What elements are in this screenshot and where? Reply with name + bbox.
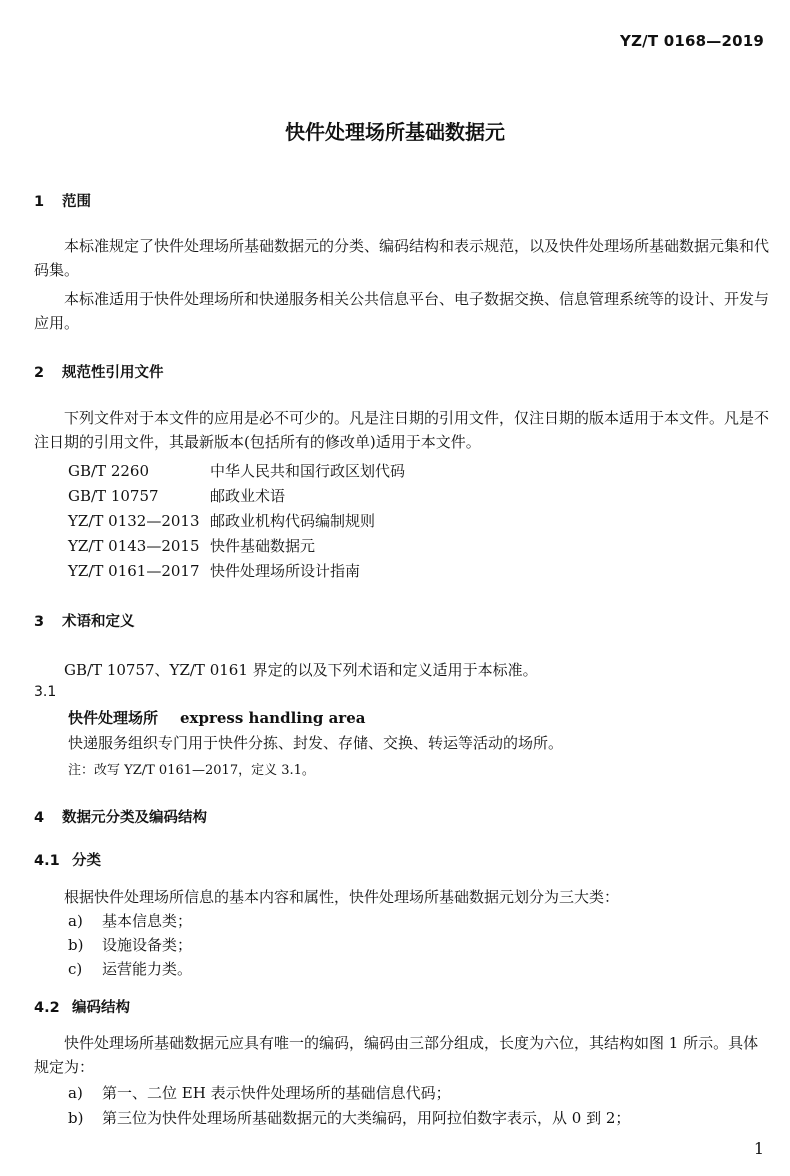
list-marker: a) xyxy=(68,1084,83,1102)
term-entry xyxy=(68,707,365,728)
term-english: express handling area xyxy=(180,709,366,727)
list-item xyxy=(68,1082,451,1103)
term-definition: 快递服务组织专门用于快件分拣、封发、存储、交换、转运等活动的场所。 xyxy=(68,734,564,752)
list-text: 设施设备类； xyxy=(102,936,193,954)
term-number: 3.1 xyxy=(34,684,57,700)
reference-code: YZ/T 0132—2013 xyxy=(68,512,200,530)
reference-code: YZ/T 0143—2015 xyxy=(68,537,200,555)
section-number: 3 xyxy=(34,614,45,630)
section-number: 1 xyxy=(34,194,45,210)
section-title: 规范性引用文件 xyxy=(62,365,164,381)
section-2-heading xyxy=(34,361,164,382)
term-chinese: 快件处理场所 xyxy=(68,709,159,727)
list-marker: b) xyxy=(68,936,84,954)
section-number: 2 xyxy=(34,365,45,381)
reference-name: 中华人民共和国行政区划代码 xyxy=(210,462,406,480)
subsection-title: 编码结构 xyxy=(72,1000,130,1016)
standard-code: YZ/T 0168—2019 xyxy=(620,32,764,50)
reference-code: GB/T 2260 xyxy=(68,462,150,480)
list-text: 第一、二位 EH 表示快件处理场所的基础信息代码； xyxy=(102,1084,451,1102)
subsection-number: 4.1 xyxy=(34,853,60,869)
section-number: 4 xyxy=(34,810,45,826)
list-item xyxy=(68,910,192,931)
section-title: 数据元分类及编码结构 xyxy=(62,810,207,826)
reference-name: 快件处理场所设计指南 xyxy=(210,562,361,580)
section-1-para-2: 本标准适用于快件处理场所和快递服务相关公共信息平台、电子数据交换、信息管理系统等的设计、开发与应用。 xyxy=(34,290,770,332)
list-text: 运营能力类。 xyxy=(102,960,193,978)
list-item xyxy=(68,934,192,955)
subsection-title: 分类 xyxy=(72,853,101,869)
list-text: 第三位为快件处理场所基础数据元的大类编码，用阿拉伯数字表示，从 0 到 2； xyxy=(102,1109,631,1127)
section-4-heading xyxy=(34,806,207,827)
reference-row xyxy=(68,460,405,481)
term-note: 注：改写 YZ/T 0161—2017，定义 3.1。 xyxy=(68,763,315,778)
reference-name: 快件基础数据元 xyxy=(210,537,316,555)
list-marker: b) xyxy=(68,1109,84,1127)
list-text: 基本信息类； xyxy=(102,912,193,930)
subsection-4-2-heading xyxy=(34,996,130,1017)
subsection-number: 4.2 xyxy=(34,1000,60,1016)
section-1-heading xyxy=(34,190,91,211)
subsection-4-1-para: 根据快件处理场所信息的基本内容和属性，快件处理场所基础数据元划分为三大类： xyxy=(64,888,620,906)
list-marker: c) xyxy=(68,960,83,978)
section-1-para-1: 本标准规定了快件处理场所基础数据元的分类、编码结构和表示规范，以及快件处理场所基础数据元集和代码集。 xyxy=(34,237,770,279)
section-3-para: GB/T 10757、YZ/T 0161 界定的以及下列术语和定义适用于本标准。 xyxy=(64,661,538,679)
list-item xyxy=(68,958,192,979)
reference-name: 邮政业机构代码编制规则 xyxy=(210,512,376,530)
section-2-para: 下列文件对于本文件的应用是必不可少的。凡是注日期的引用文件，仅注日期的版本适用于本文件。凡是不注日期的引用文件，其最新版本(包括所有的修改单)适用于本文件。 xyxy=(34,409,770,451)
section-title: 术语和定义 xyxy=(62,614,135,630)
reference-code: GB/T 10757 xyxy=(68,487,159,505)
subsection-4-1-heading xyxy=(34,849,101,870)
section-title: 范围 xyxy=(62,194,91,210)
reference-row xyxy=(68,485,285,506)
reference-code: YZ/T 0161—2017 xyxy=(68,562,200,580)
reference-row xyxy=(68,535,315,556)
list-item xyxy=(68,1107,630,1128)
subsection-4-2-para: 快件处理场所基础数据元应具有唯一的编码，编码由三部分组成，长度为六位，其结构如图 1 所示。具体规定为： xyxy=(34,1034,759,1076)
page-number: 1 xyxy=(753,1139,764,1158)
section-3-heading xyxy=(34,610,135,631)
document-title: 快件处理场所基础数据元 xyxy=(285,120,505,144)
reference-row xyxy=(68,510,375,531)
reference-name: 邮政业术语 xyxy=(210,487,286,505)
list-marker: a) xyxy=(68,912,83,930)
reference-row xyxy=(68,560,360,581)
